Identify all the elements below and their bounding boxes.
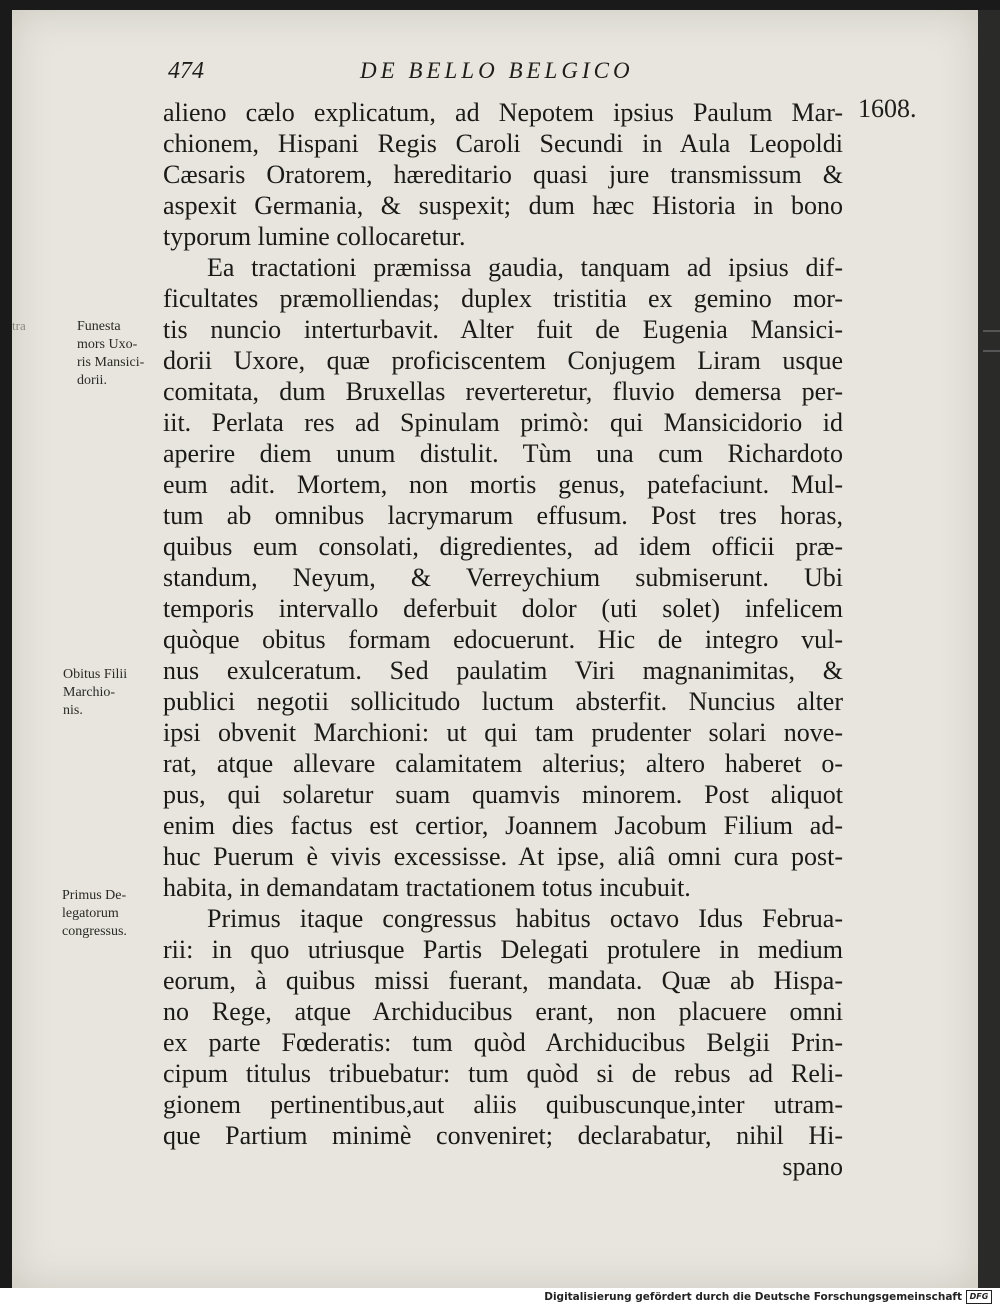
text-line: pus, qui solaretur suam quamvis minorem. Post aliquot <box>163 780 843 809</box>
facing-page-edge <box>978 10 1000 1288</box>
margin-note-line: Marchio- <box>63 685 116 700</box>
margin-note-line: Obitus Filii <box>63 667 128 682</box>
margin-note-line: Primus De- <box>62 888 127 903</box>
margin-note-primus <box>62 887 162 941</box>
text-line: alieno cælo explicatum, ad Nepotem ipsius Paulum Mar- <box>163 98 843 127</box>
text-line: cipum titulus tribuebatur: tum quòd si de rebus ad Reli- <box>163 1059 843 1088</box>
margin-note-funesta <box>77 318 177 390</box>
bleed-through-text: tra <box>12 318 26 333</box>
text-line: standum, Neyum, & Verreychium submiserunt. Ubi <box>163 563 843 592</box>
text-line: que Partium minimè conveniret; declarabatur, nihil Hi- <box>163 1121 843 1150</box>
text-line: aperire diem unum distulit. Tùm una cum Richardoto <box>163 439 843 468</box>
text-line: no Rege, atque Archiducibus erant, non placuere omni <box>163 997 843 1026</box>
body-text <box>163 97 843 1181</box>
text-line: eorum, à quibus missi fuerant, mandata. Quæ ab Hispa- <box>163 966 843 995</box>
text-line: chionem, Hispani Regis Caroli Secundi in Aula Leopoldi <box>163 129 843 158</box>
dfg-logo-icon: DFG <box>966 1290 992 1304</box>
text-line: tum ab omnibus lacrymarum effusum. Post tres horas, <box>163 501 843 530</box>
text-line: tis nuncio interturbavit. Alter fuit de Eugenia Mansici- <box>163 315 843 344</box>
margin-note-obitus <box>63 666 163 720</box>
text-line: gionem pertinentibus,aut aliis quibuscunque,inter utram- <box>163 1090 843 1119</box>
text-line: aspexit Germania, & suspexit; dum hæc Historia in bono <box>163 191 843 220</box>
year-marker: 1608. <box>858 94 917 123</box>
footer-bar <box>0 1288 1000 1307</box>
page-number: 474 <box>168 58 204 84</box>
text-line: eum adit. Mortem, non mortis genus, patefaciunt. Mul- <box>163 470 843 499</box>
margin-note-line: ris Mansici- <box>77 355 145 370</box>
text-line: enim dies factus est certior, Joannem Jacobum Filium ad- <box>163 811 843 840</box>
margin-note-line: mors Uxo- <box>77 337 138 352</box>
text-line: quòque obitus formam edocuerunt. Hic de integro vul- <box>163 625 843 654</box>
text-line: rii: in quo utriusque Partis Delegati protulere in medium <box>163 935 843 964</box>
catchword: spano <box>782 1152 843 1181</box>
text-line: publici negotii sollicitudo luctum absterfit. Nuncius alter <box>163 687 843 716</box>
text-line: ipsi obvenit Marchioni: ut qui tam prudenter solari nove- <box>163 718 843 747</box>
page-header <box>160 58 840 88</box>
margin-note-line: dorii. <box>77 373 107 388</box>
text-line: ex parte Fœderatis: tum quòd Archiducibus Belgii Prin- <box>163 1028 843 1057</box>
margin-note-line: legatorum <box>62 906 119 921</box>
bleed-mark <box>983 350 1000 352</box>
text-line: typorum lumine collocaretur. <box>163 222 466 251</box>
text-line: temporis intervallo deferbuit dolor (uti solet) infelicem <box>163 594 843 623</box>
margin-note-line: Funesta <box>77 319 121 334</box>
text-line: huc Puerum è vivis excessisse. At ipse, aliâ omni cura post- <box>163 842 843 871</box>
text-line: Cæsaris Oratorem, hæreditario quasi jure transmissum & <box>163 160 843 189</box>
text-line: habita, in demandatam tractationem totus incubuit. <box>163 873 691 902</box>
text-line: dorii Uxore, quæ proficiscentem Conjugem Liram usque <box>163 346 843 375</box>
text-line: quibus eum consolati, digredientes, ad idem officii præ- <box>163 532 843 561</box>
margin-note-line: nis. <box>63 703 83 718</box>
text-line: ficultates præmolliendas; duplex tristitia ex gemino mor- <box>163 284 843 313</box>
funding-credit: Digitalisierung gefördert durch die Deutsche Forschungsgemeinschaft <box>544 1291 962 1303</box>
text-line: nus exulceratum. Sed paulatim Viri magnanimitas, & <box>163 656 843 685</box>
bleed-mark <box>983 330 1000 332</box>
text-line: comitata, dum Bruxellas reverteretur, fluvio demersa per- <box>163 377 843 406</box>
text-line: iit. Perlata res ad Spinulam primò: qui Mansicidorio id <box>163 408 843 437</box>
margin-note-line: congressus. <box>62 924 127 939</box>
running-head: DE BELLO BELGICO <box>360 58 634 83</box>
paragraph-start-line: Primus itaque congressus habitus octavo Idus Februa- <box>207 904 843 933</box>
text-line: rat, atque allevare calamitatem alterius; altero haberet o- <box>163 749 843 778</box>
paragraph-start-line: Ea tractationi præmissa gaudia, tanquam ad ipsius dif- <box>207 253 843 282</box>
